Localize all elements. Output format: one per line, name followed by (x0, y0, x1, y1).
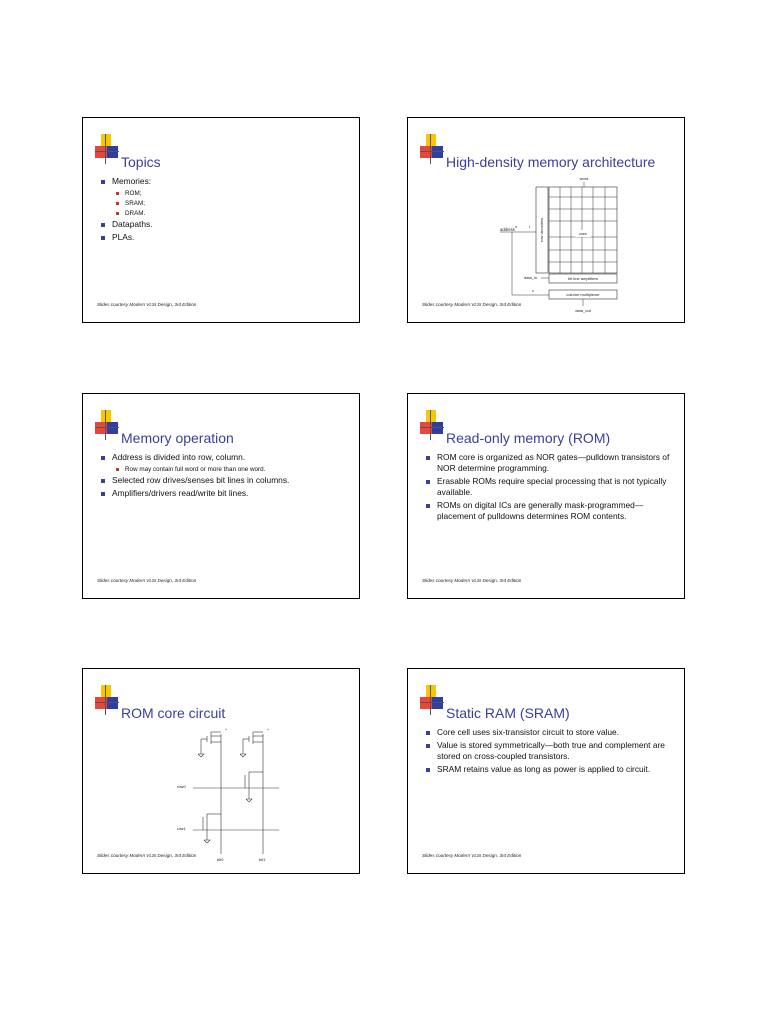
bullet-list (424, 452, 676, 524)
row1-label: row1 (177, 826, 186, 831)
bullet-item: SRAM retains value as long as power is applied to circuit. (424, 764, 676, 775)
slide-title: Topics (121, 154, 161, 170)
rom-core-circuit-diagram (83, 724, 360, 874)
slide-memory-architecture (407, 117, 685, 323)
slide-sram (407, 668, 685, 874)
bullet-item: Erasable ROMs require special processing that is not typically available. (424, 476, 676, 498)
slide-title: Read-only memory (ROM) (446, 430, 611, 446)
slide-footer: Slides courtesy Modern VLSI Design, 3rd Edition (97, 578, 197, 583)
slide-logo-icon (420, 410, 444, 440)
c-label: c (532, 289, 534, 293)
core-label: core (579, 231, 587, 236)
slide-footer: Slides courtesy Modern VLSI Design, 3rd Edition (422, 302, 522, 307)
sub-bullet-item: DRAM. (99, 209, 351, 218)
n-label: n (515, 225, 518, 229)
bullet-item: Datapaths. (99, 219, 351, 230)
address-label: address (500, 227, 515, 232)
amplifiers-label: bit line amplifiers (568, 276, 598, 281)
data-in-label: data_in (524, 275, 538, 280)
word-label: word (579, 176, 589, 181)
slide-title: Static RAM (SRAM) (446, 705, 570, 721)
svg-text:+: + (267, 728, 270, 732)
slide-footer: Slides courtesy Modern VLSI Design, 3rd Edition (97, 853, 197, 858)
slide-logo-icon (95, 685, 119, 715)
data-out-label: data_out (575, 308, 591, 313)
slide-title: High-density memory architecture (446, 154, 656, 170)
row-decoders-label: row decoders (539, 217, 544, 243)
slide-title: Memory operation (121, 430, 234, 446)
bullet-item: ROMs on digital ICs are generally mask-programmed—placement of pulldowns determines ROM contents. (424, 500, 676, 522)
bullet-list (99, 452, 351, 501)
svg-text:+: + (225, 728, 228, 732)
multiplexer-label: column multiplexer (566, 292, 600, 297)
slide-title: ROM core circuit (121, 705, 226, 721)
slide-rom (407, 393, 685, 599)
slide-logo-icon (420, 685, 444, 715)
slide-footer: Slides courtesy Modern VLSI Design, 3rd Edition (97, 302, 197, 307)
bullet-list (424, 727, 676, 777)
bit1-label: bit1 (259, 857, 266, 862)
bullet-item: Core cell uses six-transistor circuit to store value. (424, 727, 676, 738)
bullet-item: Selected row drives/senses bit lines in columns. (99, 475, 351, 486)
bullet-item: Amplifiers/drivers read/write bit lines. (99, 488, 351, 499)
row0-label: row0 (177, 784, 186, 789)
bullet-item: ROM core is organized as NOR gates—pulldown transistors of NOR determine programming. (424, 452, 676, 474)
bullet-item: Memories: (99, 176, 351, 187)
bit0-label: bit0 (217, 857, 224, 862)
slide-footer: Slides courtesy Modern VLSI Design, 3rd Edition (422, 853, 522, 858)
r-label: r (529, 225, 531, 229)
sub-bullet-item: ROM; (99, 189, 351, 198)
bullet-item: PLAs. (99, 232, 351, 243)
slide-logo-icon (420, 134, 444, 164)
slide-footer: Slides courtesy Modern VLSI Design, 3rd Edition (422, 578, 522, 583)
sub-bullet-item: SRAM; (99, 199, 351, 208)
slide-rom-core-circuit (82, 668, 360, 874)
slide-topics (82, 117, 360, 323)
memory-architecture-diagram (408, 173, 685, 323)
slide-logo-icon (95, 410, 119, 440)
bullet-item: Address is divided into row, column. (99, 452, 351, 463)
bullet-list (99, 176, 351, 245)
slide-logo-icon (95, 134, 119, 164)
sub-bullet-item: Row may contain full word or more than one word. (99, 465, 351, 474)
slide-memory-operation (82, 393, 360, 599)
bullet-item: Value is stored symmetrically—both true and complement are stored on cross-coupled transistors. (424, 740, 676, 762)
